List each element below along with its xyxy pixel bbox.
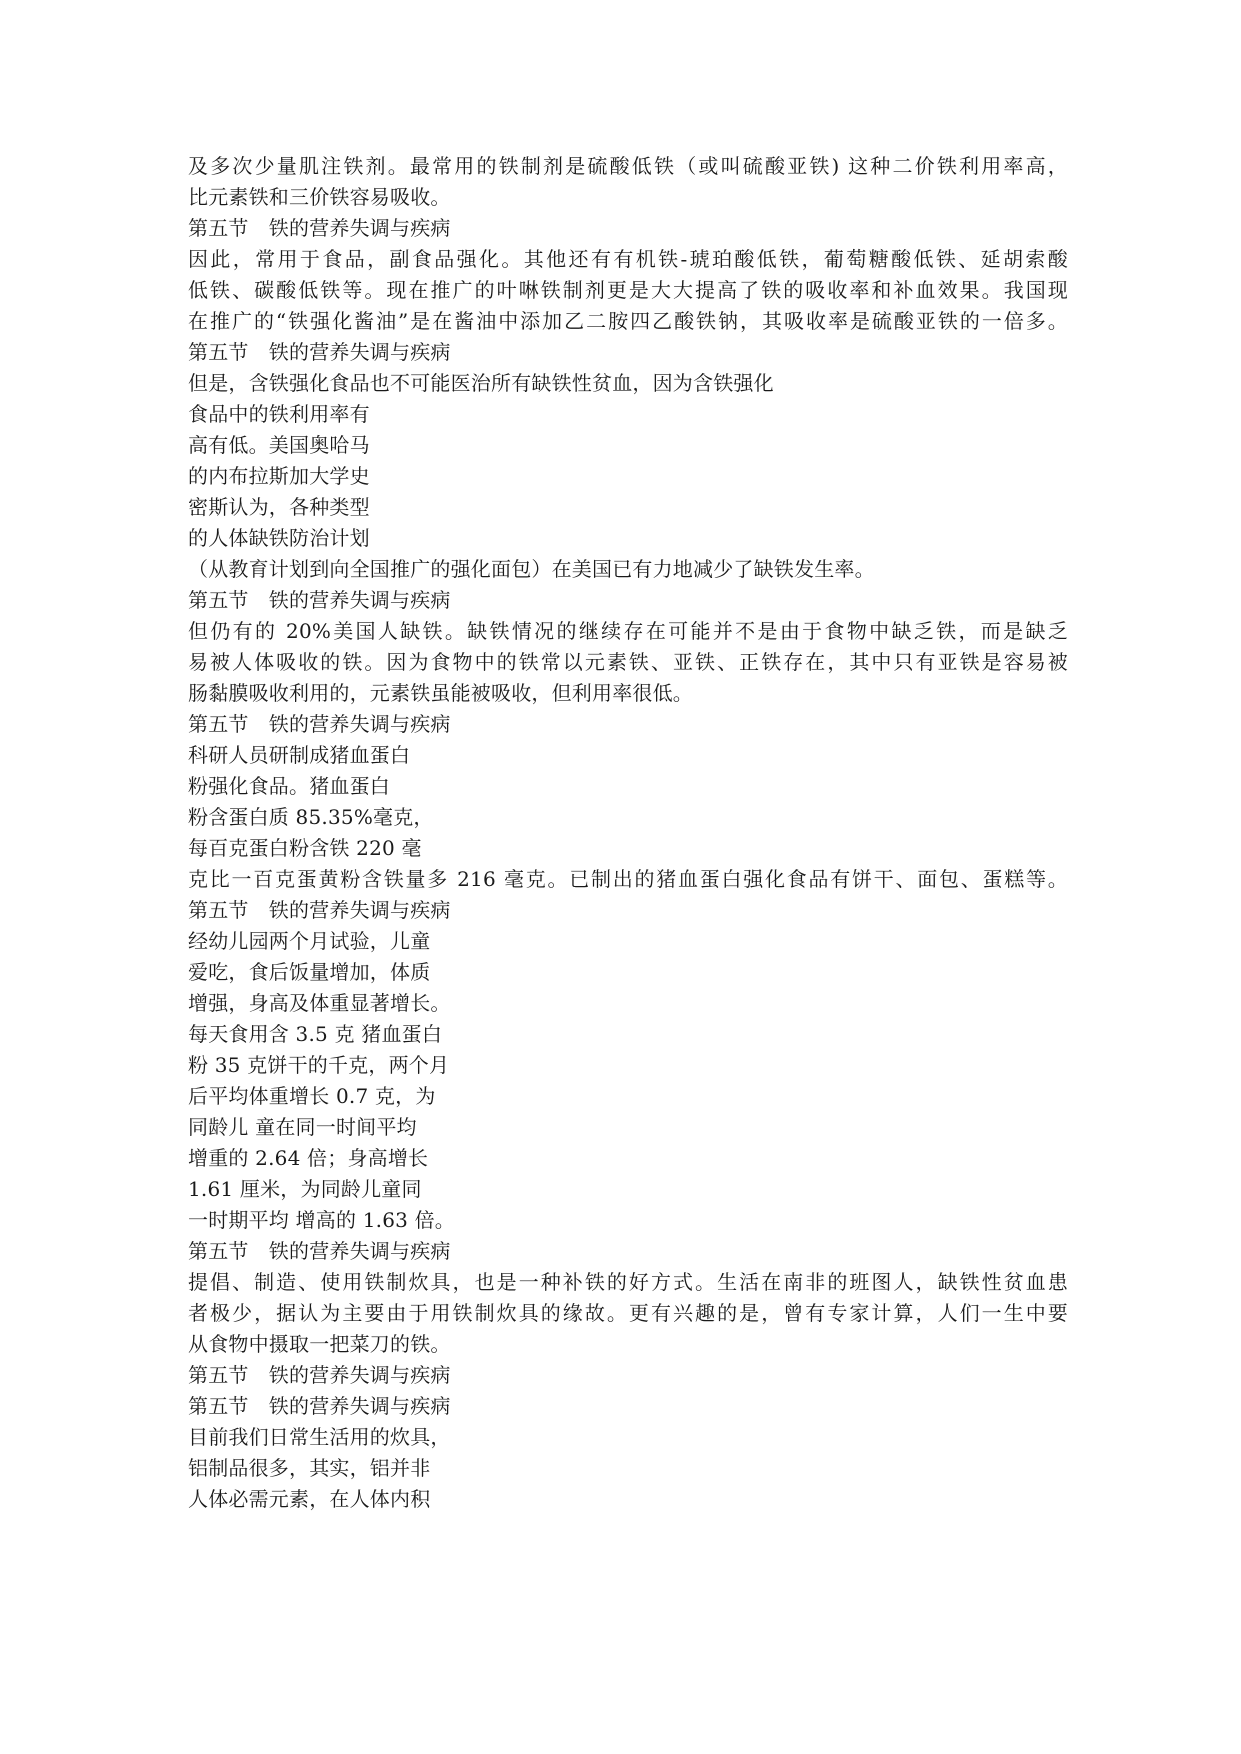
text-line: 爱吃，食后饭量增加，体质 — [188, 960, 431, 984]
text-line: 1.61 厘米，为同龄儿童同 — [188, 1177, 422, 1201]
text-line: 经幼儿园两个月试验，儿童 — [188, 929, 431, 953]
text-line: 增强，身高及体重显著增长。 — [188, 991, 451, 1015]
section-heading: 第五节 铁的营养失调与疾病 — [188, 340, 451, 364]
text-line: 铝制品很多，其实，铝并非 — [188, 1456, 431, 1480]
text-line: 粉 35 克饼干的千克，两个月 — [188, 1053, 450, 1077]
text-line: 但是，含铁强化食品也不可能医治所有缺铁性贫血，因为含铁强化 — [188, 371, 774, 395]
text-line: 克比一百克蛋黄粉含铁量多 216 毫克。已制出的猪血蛋白强化食品有饼干、面包、蛋糕等。 — [188, 867, 1068, 891]
section-heading: 第五节 铁的营养失调与疾病 — [188, 1239, 451, 1263]
section-heading: 第五节 铁的营养失调与疾病 — [188, 712, 451, 736]
text-line: 从食物中摄取一把菜刀的铁。 — [188, 1332, 451, 1356]
text-line: 比元素铁和三价铁容易吸收。 — [188, 185, 451, 209]
text-line: （从教育计划到向全国推广的强化面包）在美国已有力地减少了缺铁发生率。 — [188, 557, 875, 581]
text-line: 粉含蛋白质 85.35%毫克， — [188, 805, 434, 829]
section-heading: 第五节 铁的营养失调与疾病 — [188, 216, 451, 240]
text-line: 高有低。美国奥哈马 — [188, 433, 370, 457]
text-line: 后平均体重增长 0.7 克，为 — [188, 1084, 436, 1108]
text-line: 目前我们日常生活用的炊具， — [188, 1425, 451, 1449]
section-heading: 第五节 铁的营养失调与疾病 — [188, 588, 451, 612]
text-line: 的内布拉斯加大学史 — [188, 464, 370, 488]
text-line: 的人体缺铁防治计划 — [188, 526, 370, 550]
text-line: 在推广的“铁强化酱油”是在酱油中添加乙二胺四乙酸铁钠，其吸收率是硫酸亚铁的一倍多。 — [188, 309, 1068, 333]
document-body — [188, 151, 1068, 1515]
text-line: 因此，常用于食品，副食品强化。其他还有有机铁-琥珀酸低铁，葡萄糖酸低铁、延胡索酸 — [188, 247, 1068, 271]
text-line: 食品中的铁利用率有 — [188, 402, 370, 426]
text-line: 增重的 2.64 倍；身高增长 — [188, 1146, 429, 1170]
text-line: 者极少，据认为主要由于用铁制炊具的缘故。更有兴趣的是，曾有专家计算，人们一生中要 — [188, 1301, 1068, 1325]
text-line: 低铁、碳酸低铁等。现在推广的叶啉铁制剂更是大大提高了铁的吸收率和补血效果。我国现 — [188, 278, 1068, 302]
text-line: 粉强化食品。猪血蛋白 — [188, 774, 390, 798]
text-line: 一时期平均 增高的 1.63 倍。 — [188, 1208, 456, 1232]
text-line: 但仍有的 20%美国人缺铁。缺铁情况的继续存在可能并不是由于食物中缺乏铁，而是缺乏 — [188, 619, 1068, 643]
section-heading: 第五节 铁的营养失调与疾病 — [188, 1363, 451, 1387]
text-line: 同龄儿 童在同一时间平均 — [188, 1115, 417, 1139]
text-line: 及多次少量肌注铁剂。最常用的铁制剂是硫酸低铁（或叫硫酸亚铁) 这种二价铁利用率高， — [188, 154, 1068, 178]
section-heading: 第五节 铁的营养失调与疾病 — [188, 1394, 451, 1418]
text-line: 提倡、制造、使用铁制炊具，也是一种补铁的好方式。生活在南非的班图人，缺铁性贫血患 — [188, 1270, 1068, 1294]
text-line: 科研人员研制成猪血蛋白 — [188, 743, 411, 767]
text-line: 每百克蛋白粉含铁 220 毫 — [188, 836, 422, 860]
text-line: 肠黏膜吸收利用的，元素铁虽能被吸收，但利用率很低。 — [188, 681, 693, 705]
text-line: 易被人体吸收的铁。因为食物中的铁常以元素铁、亚铁、正铁存在，其中只有亚铁是容易被 — [188, 650, 1068, 674]
text-line: 密斯认为，各种类型 — [188, 495, 370, 519]
section-heading: 第五节 铁的营养失调与疾病 — [188, 898, 451, 922]
text-line: 每天食用含 3.5 克 猪血蛋白 — [188, 1022, 443, 1046]
text-line: 人体必需元素，在人体内积 — [188, 1487, 431, 1511]
